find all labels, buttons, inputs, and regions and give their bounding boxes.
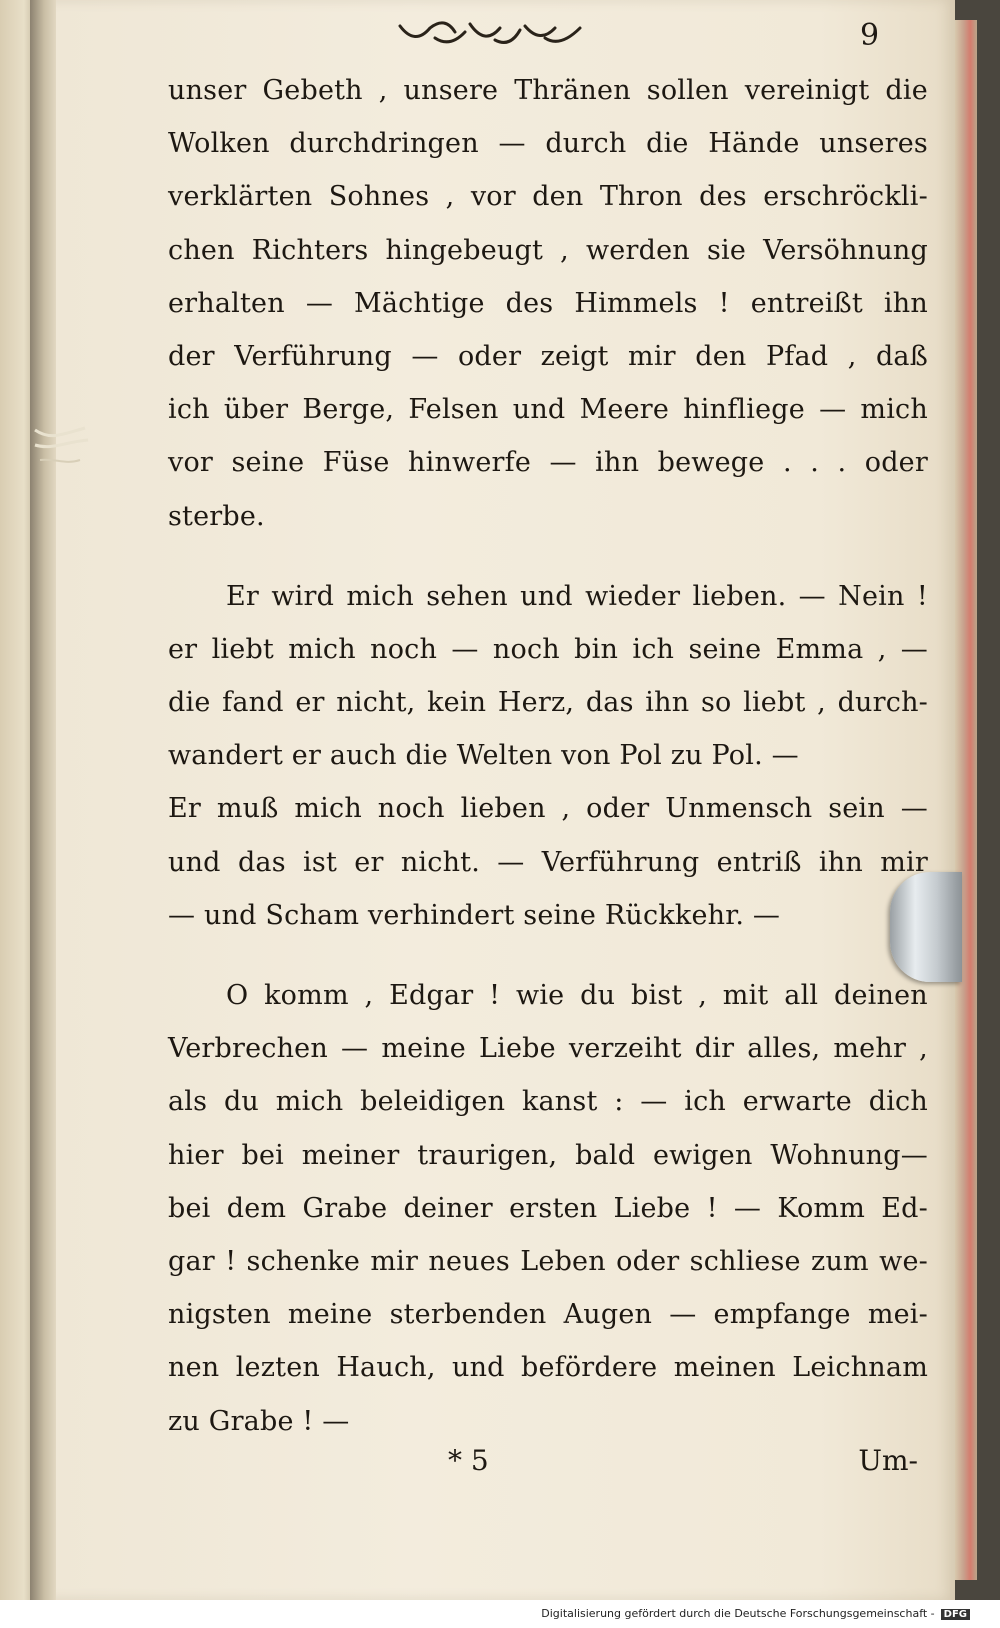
word: hinfliege — [683, 394, 805, 426]
word: oder — [586, 793, 650, 825]
word: dich — [868, 1086, 928, 1118]
word: — — [640, 1086, 668, 1118]
word: die — [646, 128, 689, 160]
word: ! — [225, 1245, 237, 1277]
word: — — [305, 287, 334, 319]
word: — — [549, 447, 577, 479]
word: nicht. — [400, 846, 480, 878]
word: mich — [860, 394, 928, 426]
word: sollen — [646, 75, 729, 106]
word: traurigen, — [417, 1139, 558, 1171]
text-line — [168, 836, 928, 889]
word: ! — [706, 1192, 718, 1224]
word: , — [877, 633, 887, 665]
word: — — [451, 633, 479, 665]
word: er — [168, 633, 198, 665]
word: komm — [264, 980, 349, 1011]
text-line — [168, 1235, 928, 1288]
word: des — [699, 181, 747, 213]
text-line — [168, 436, 928, 489]
word: Berge, — [302, 394, 395, 426]
text-line — [168, 224, 928, 277]
word: deinen — [834, 980, 928, 1011]
word: Thron — [599, 181, 683, 213]
text-line — [168, 1129, 928, 1182]
word: , — [561, 793, 571, 825]
word: hier — [168, 1139, 224, 1171]
word: unser — [168, 75, 247, 106]
word: , — [919, 1033, 928, 1065]
word: mir — [370, 1245, 419, 1277]
catchword: Um- — [858, 1444, 918, 1477]
text-line: zu Grabe ! — — [168, 1405, 350, 1437]
word: wieder — [585, 580, 681, 612]
text-line — [168, 330, 928, 383]
word: er — [354, 846, 384, 878]
word: werden — [586, 234, 690, 266]
word: kein — [427, 687, 487, 719]
word: empfange — [713, 1299, 851, 1331]
word: zeigt — [540, 340, 609, 372]
word: all — [784, 980, 819, 1011]
word: als — [168, 1086, 208, 1118]
book-gutter — [30, 0, 56, 1600]
word: nen — [168, 1352, 220, 1384]
word: — — [669, 1299, 697, 1331]
text-line — [168, 1075, 928, 1128]
metal-clip — [890, 872, 962, 982]
word: — — [819, 394, 847, 426]
printer-ornament-icon — [395, 18, 585, 52]
word: Richters — [251, 234, 369, 266]
word: sehen — [426, 580, 508, 612]
word: durch — [545, 128, 627, 160]
word: noch — [492, 633, 560, 665]
word: lieben — [460, 793, 546, 825]
word: meine — [381, 1033, 466, 1065]
word: ! — [916, 580, 928, 612]
word: Ed- — [881, 1192, 928, 1224]
word: seine — [688, 633, 762, 665]
word: mich — [275, 1086, 344, 1118]
word: bewege — [657, 447, 765, 479]
word: durch- — [837, 687, 928, 719]
word: entreißt — [750, 287, 863, 319]
page-number: 9 — [860, 18, 880, 53]
word: sie — [706, 234, 747, 266]
body-text — [168, 64, 928, 1448]
word: oder — [864, 447, 928, 479]
word: , — [847, 340, 857, 372]
word: Hauch, — [336, 1352, 436, 1384]
text-line — [168, 170, 928, 223]
word: lezten — [235, 1352, 320, 1384]
word: entriß — [716, 846, 802, 878]
word: verklärten — [168, 181, 313, 213]
word: Versöhnung — [763, 234, 928, 266]
word: . — [782, 447, 792, 479]
word: , — [364, 980, 374, 1011]
word: Er — [168, 793, 202, 825]
text-line — [168, 1288, 928, 1341]
word: sterbenden — [389, 1299, 547, 1331]
word: bei — [241, 1139, 284, 1171]
text-line — [168, 782, 928, 835]
word: O — [226, 980, 249, 1011]
word: erhalten — [168, 287, 285, 319]
word: Füse — [322, 447, 390, 479]
text-line: — und Scham verhindert seine Rückkehr. — — [168, 899, 781, 931]
word: Hände — [708, 128, 800, 160]
word: Edgar — [389, 980, 474, 1011]
word: ewigen — [652, 1139, 753, 1171]
word: — — [411, 340, 439, 372]
word: ich — [632, 633, 675, 665]
word: hingebeugt — [385, 234, 544, 266]
word: durchdringen — [289, 128, 479, 160]
word: befördere — [521, 1352, 658, 1384]
word: erwarte — [742, 1086, 852, 1118]
word: ich — [684, 1086, 726, 1118]
word: kanst — [521, 1086, 598, 1118]
word: , — [378, 75, 388, 106]
word: oder — [457, 340, 522, 372]
red-page-edge — [955, 20, 977, 1580]
word: vereinigt — [744, 75, 870, 106]
dfg-logo: DFG — [941, 1609, 970, 1620]
word: Sohnes — [328, 181, 430, 213]
text-line — [168, 570, 928, 623]
word: — — [498, 128, 526, 160]
signature-mark: * 5 — [448, 1444, 489, 1477]
word: du — [580, 980, 616, 1011]
word: ersten — [509, 1192, 598, 1224]
word: we- — [879, 1245, 928, 1277]
text-line — [168, 1022, 928, 1075]
word: meine — [287, 1299, 373, 1331]
word: ! — [489, 980, 501, 1011]
word: den — [695, 340, 747, 372]
word: noch — [377, 793, 445, 825]
word: verzeiht — [568, 1033, 682, 1065]
word: unseres — [819, 128, 928, 160]
word: liebt — [743, 687, 806, 719]
word: dem — [226, 1192, 287, 1224]
word: Wohnung— — [770, 1139, 928, 1171]
word: Liebe — [478, 1033, 556, 1065]
word: erschröckli- — [763, 181, 928, 213]
word: du — [223, 1086, 260, 1118]
word: den — [532, 181, 584, 213]
word: seine — [231, 447, 305, 479]
word: Nein — [838, 580, 905, 612]
word: . — [837, 447, 847, 479]
word: und — [520, 580, 573, 612]
word: bei — [168, 1192, 211, 1224]
word: mich — [346, 580, 414, 612]
word: unsere — [403, 75, 499, 106]
word: Meere — [579, 394, 670, 426]
word: vor — [470, 181, 516, 213]
word: nigsten — [168, 1299, 271, 1331]
word: nicht, — [336, 687, 416, 719]
word: — — [733, 1192, 762, 1224]
binding-thread-icon — [30, 420, 90, 480]
word: deiner — [403, 1192, 493, 1224]
word: Thränen — [514, 75, 631, 106]
word: das — [585, 687, 634, 719]
word: mir — [628, 340, 676, 372]
word: Pfad — [765, 340, 829, 372]
word: wird — [271, 580, 335, 612]
word: — — [900, 633, 928, 665]
word: bist — [630, 980, 683, 1011]
page-footer-marks — [168, 1440, 928, 1490]
word: Er — [226, 580, 260, 612]
word: Liebe — [613, 1192, 691, 1224]
word: Leben — [520, 1245, 606, 1277]
word: Leichnam — [792, 1352, 928, 1384]
word: gar — [168, 1245, 215, 1277]
word: ihn — [595, 447, 640, 479]
word: ihn — [818, 846, 863, 878]
word: schliese — [689, 1245, 801, 1277]
word: Augen — [563, 1299, 653, 1331]
text-line: sterbe. — [168, 500, 265, 532]
text-line — [168, 64, 928, 117]
word: Verführung — [234, 340, 392, 372]
word: , — [445, 181, 455, 213]
text-line — [168, 1182, 928, 1235]
word: Felsen — [408, 394, 499, 426]
word: des — [505, 287, 554, 319]
word: über — [223, 394, 289, 426]
word: noch — [370, 633, 438, 665]
word: : — [614, 1086, 624, 1118]
word: mir — [880, 846, 928, 878]
word: meinen — [673, 1352, 776, 1384]
word: der — [168, 340, 215, 372]
word: meiner — [301, 1139, 400, 1171]
word: wie — [516, 980, 565, 1011]
word: — — [900, 793, 928, 825]
credit-text: Digitalisierung gefördert durch die Deutsche Forschungsgemeinschaft - — [541, 1607, 935, 1620]
word: — — [798, 580, 826, 612]
word: ich — [168, 394, 210, 426]
text-line — [168, 623, 928, 676]
word: — — [497, 846, 525, 878]
word: mei- — [867, 1299, 928, 1331]
word: er — [295, 687, 325, 719]
text-line — [168, 117, 928, 170]
word: Mächtige — [354, 287, 485, 319]
word: zum — [811, 1245, 869, 1277]
word: vor — [168, 447, 214, 479]
word: . — [810, 447, 819, 479]
word: lieben. — [692, 580, 787, 612]
text-line — [168, 277, 928, 330]
word: alles, — [747, 1033, 821, 1065]
word: die — [885, 75, 928, 106]
word: mit — [722, 980, 769, 1011]
word: dir — [694, 1033, 735, 1065]
word: Gebeth — [262, 75, 363, 106]
word: mich — [294, 793, 362, 825]
digitization-credit — [541, 1607, 970, 1620]
text-line — [168, 969, 928, 1022]
word: und — [168, 846, 221, 878]
word: ! — [718, 287, 730, 319]
word: die — [168, 687, 211, 719]
word: liebt — [211, 633, 274, 665]
word: Verführung — [541, 846, 700, 878]
word: Grabe — [302, 1192, 388, 1224]
word: so — [700, 687, 732, 719]
text-line — [168, 676, 928, 729]
word: Himmels — [574, 287, 698, 319]
word: Komm — [777, 1192, 866, 1224]
word: mehr — [833, 1033, 907, 1065]
word: hinwerfe — [408, 447, 532, 479]
word: oder — [616, 1245, 680, 1277]
word: — — [341, 1033, 369, 1065]
word: daß — [875, 340, 928, 372]
word: Herz, — [497, 687, 575, 719]
text-line: wandert er auch die Welten von Pol zu Pol. — — [168, 740, 799, 772]
word: chen — [168, 234, 235, 266]
word: fand — [222, 687, 284, 719]
word: ihn — [645, 687, 690, 719]
word: neues — [428, 1245, 510, 1277]
word: und — [512, 394, 566, 426]
word: Verbrechen — [168, 1033, 328, 1065]
word: , — [560, 234, 569, 266]
word: schenke — [246, 1245, 361, 1277]
word: sein — [828, 793, 885, 825]
word: bald — [575, 1139, 636, 1171]
word: Emma — [775, 633, 864, 665]
word: ihn — [883, 287, 928, 319]
word: Wolken — [168, 128, 270, 160]
word: und — [451, 1352, 505, 1384]
word: ist — [303, 846, 337, 878]
word: beleidigen — [360, 1086, 506, 1118]
word: Unmensch — [665, 793, 813, 825]
text-line — [168, 1341, 928, 1394]
word: , — [698, 980, 707, 1011]
word: das — [237, 846, 286, 878]
word: mich — [288, 633, 356, 665]
word: , — [817, 687, 826, 719]
word: bin — [574, 633, 619, 665]
text-line — [168, 383, 928, 436]
word: muß — [216, 793, 279, 825]
